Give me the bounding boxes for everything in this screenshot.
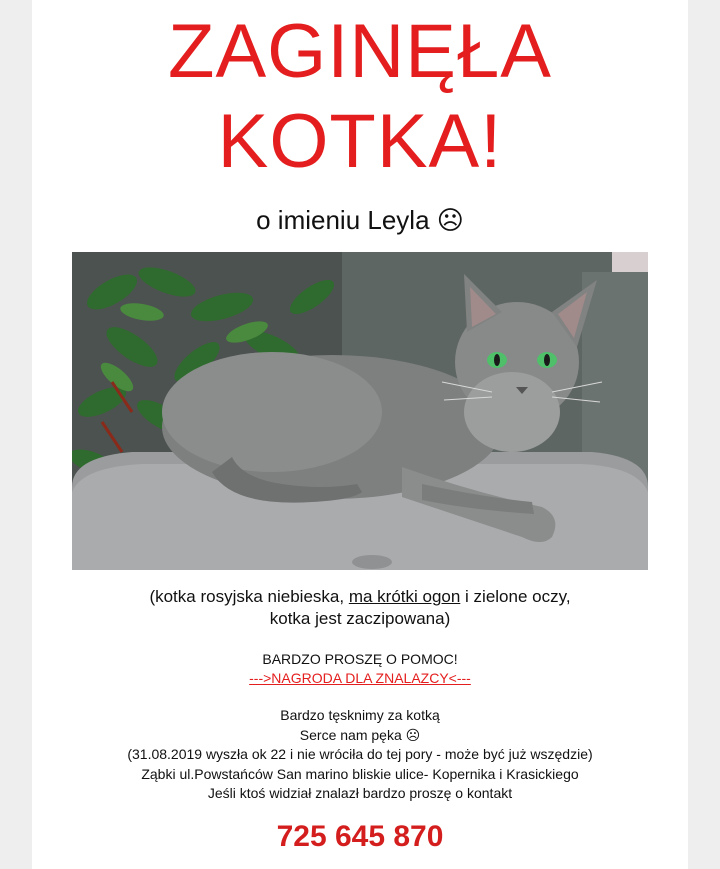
cat-photo	[72, 252, 648, 570]
poster-title-line1: ZAGINĘŁA	[168, 9, 552, 94]
story-line: Jeśli ktoś widział znalazł bardzo proszę o kontakt	[207, 785, 513, 802]
desc-line2: kotka jest zaczipowana)	[269, 609, 451, 628]
story-line: Serce nam pęka ☹	[299, 726, 421, 743]
story-line: (31.08.2019 wyszła ok 22 i nie wróciła do tej pory - może być już wszędzie)	[127, 746, 593, 763]
story-line: Bardzo tęsknimy za kotką	[280, 707, 440, 723]
story-text	[32, 706, 688, 804]
cat-description	[32, 586, 688, 630]
lost-cat-poster	[32, 0, 688, 869]
desc-line1: (kotka rosyjska niebieska, ma krótki ogon i zielone oczy,	[149, 587, 571, 606]
short-tail-highlight: ma krótki ogon	[348, 587, 461, 606]
help-request: BARDZO PROSZĘ O POMOC!	[262, 651, 458, 667]
poster-subtitle: o imieniu Leyla ☹	[256, 205, 464, 235]
contact-phone: 725 645 870	[276, 820, 444, 853]
poster-title-line2: KOTKA!	[217, 99, 503, 184]
story-line: Ząbki ul.Powstańców San marino bliskie ulice- Kopernika i Krasickiego	[141, 765, 579, 782]
reward-notice: --->NAGRODA DLA ZNALAZCY<---	[249, 670, 471, 686]
